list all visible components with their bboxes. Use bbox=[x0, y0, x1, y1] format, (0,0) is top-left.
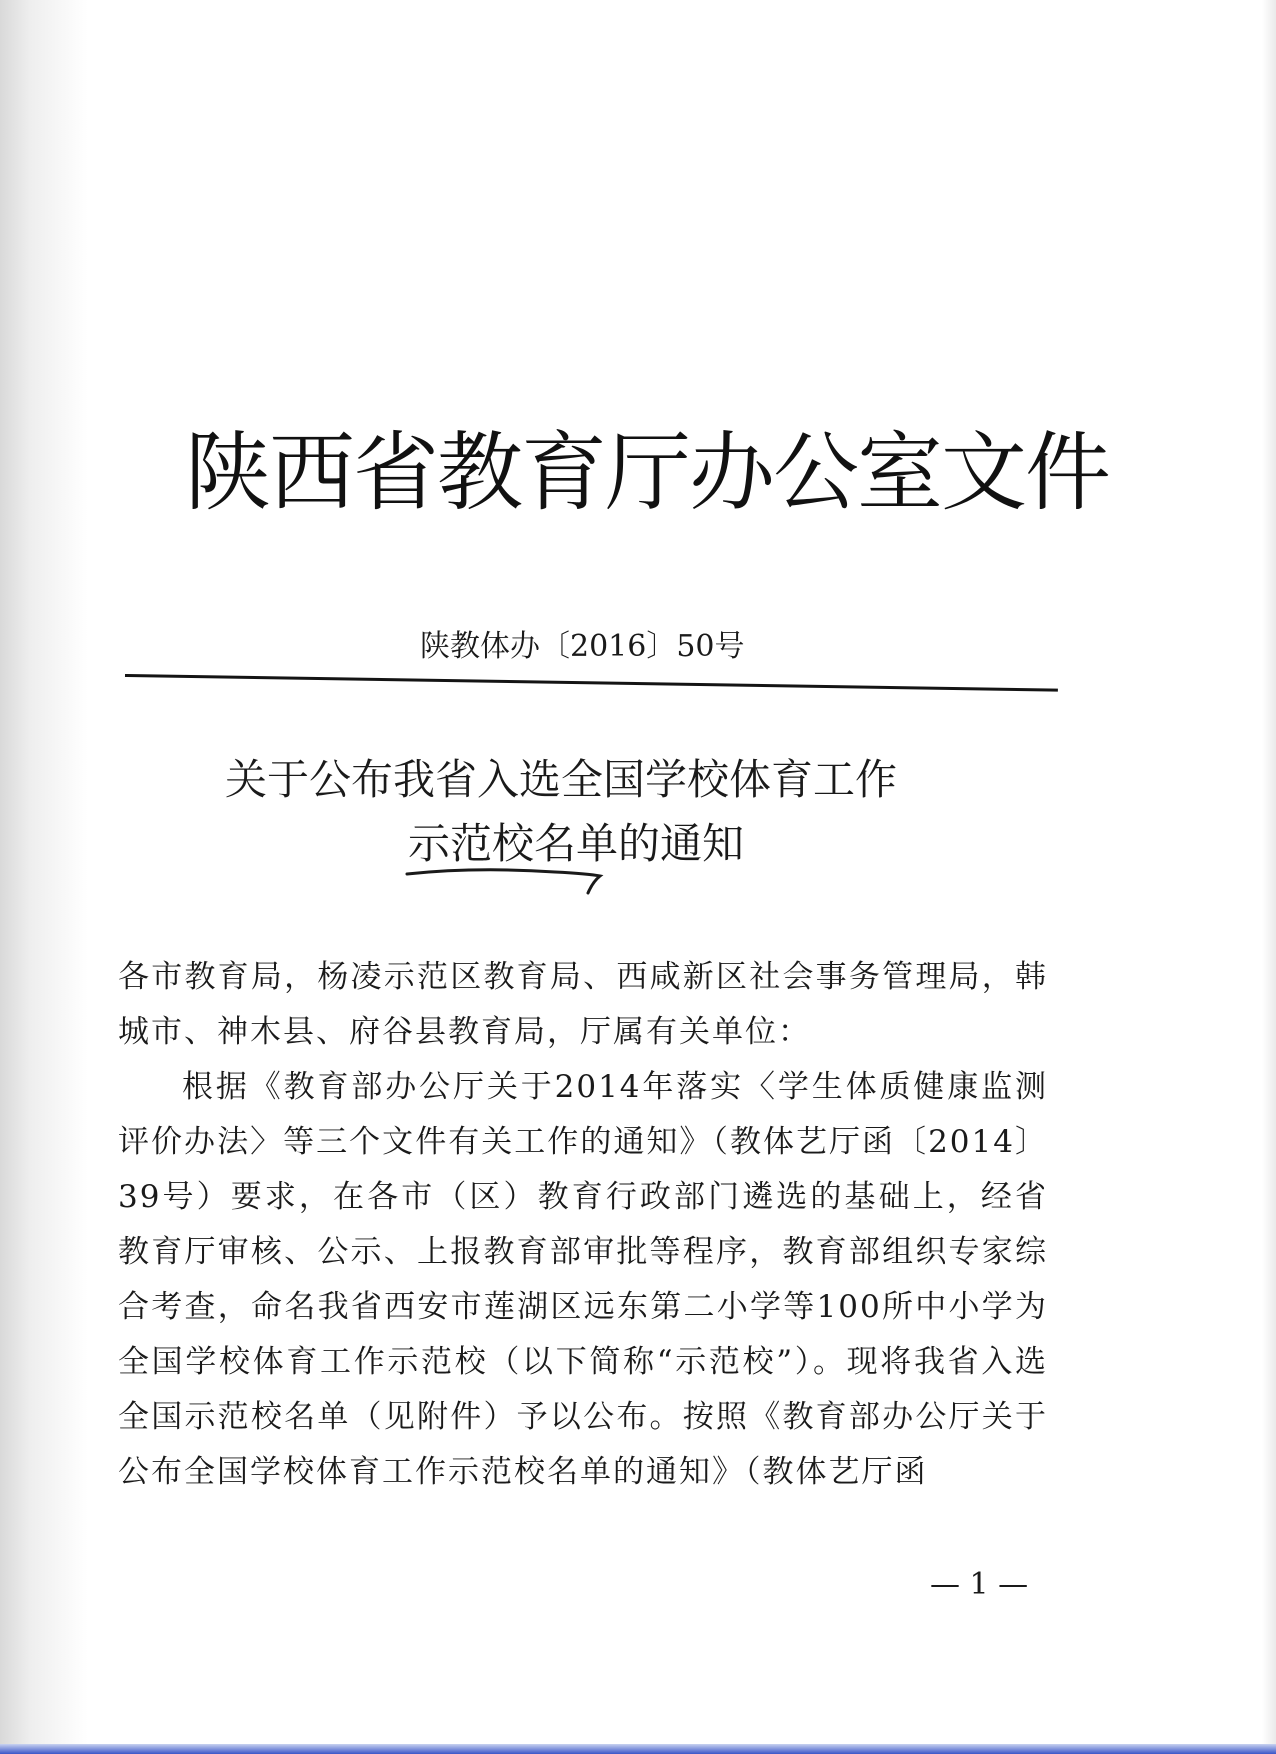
header-divider bbox=[125, 674, 1058, 692]
scan-edge-bottom bbox=[0, 1744, 1276, 1754]
scan-shadow-right bbox=[1262, 0, 1276, 1754]
document-number: 陕教体办〔2016〕50号 bbox=[420, 629, 745, 664]
notice-title bbox=[225, 748, 985, 876]
notice-title-line-1: 关于公布我省入选全国学校体育工作 bbox=[225, 755, 898, 804]
handwritten-underline bbox=[405, 860, 605, 896]
salutation: 各市教育局，杨凌示范区教育局、西咸新区社会事务管理局，韩城市、神木县、府谷县教育局，厅属有关单位： bbox=[118, 959, 1048, 1050]
body-paragraph-1: 根据《教育部办公厅关于2014年落实〈学生体质健康监测评价办法〉等三个文件有关工作的通知》（教体艺厅函〔2014〕39号）要求，在各市（区）教育行政部门遴选的基础上，经省教育厅审核、公示、上报教育部审批等程序，教育部组织专家综合考查，命名我省西安市莲湖区远东第二小学等100所中小学为全国学校体育工作示范校（以下简称“示范校”）。现将我省入选全国示范校名单（见附件）予以公布。按照《教育部办公厅关于公布全国学校体育工作示范校名单的通知》（教体艺厅函 bbox=[118, 1069, 1048, 1490]
page-number: — 1 — bbox=[930, 1567, 1029, 1602]
document-header-title: 陕西省教育厅办公室文件 bbox=[185, 423, 1109, 523]
notice-title-line-2: 示范校名单的通知 bbox=[408, 819, 745, 868]
notice-body bbox=[118, 950, 1048, 1500]
scan-shadow-left bbox=[0, 0, 88, 1754]
